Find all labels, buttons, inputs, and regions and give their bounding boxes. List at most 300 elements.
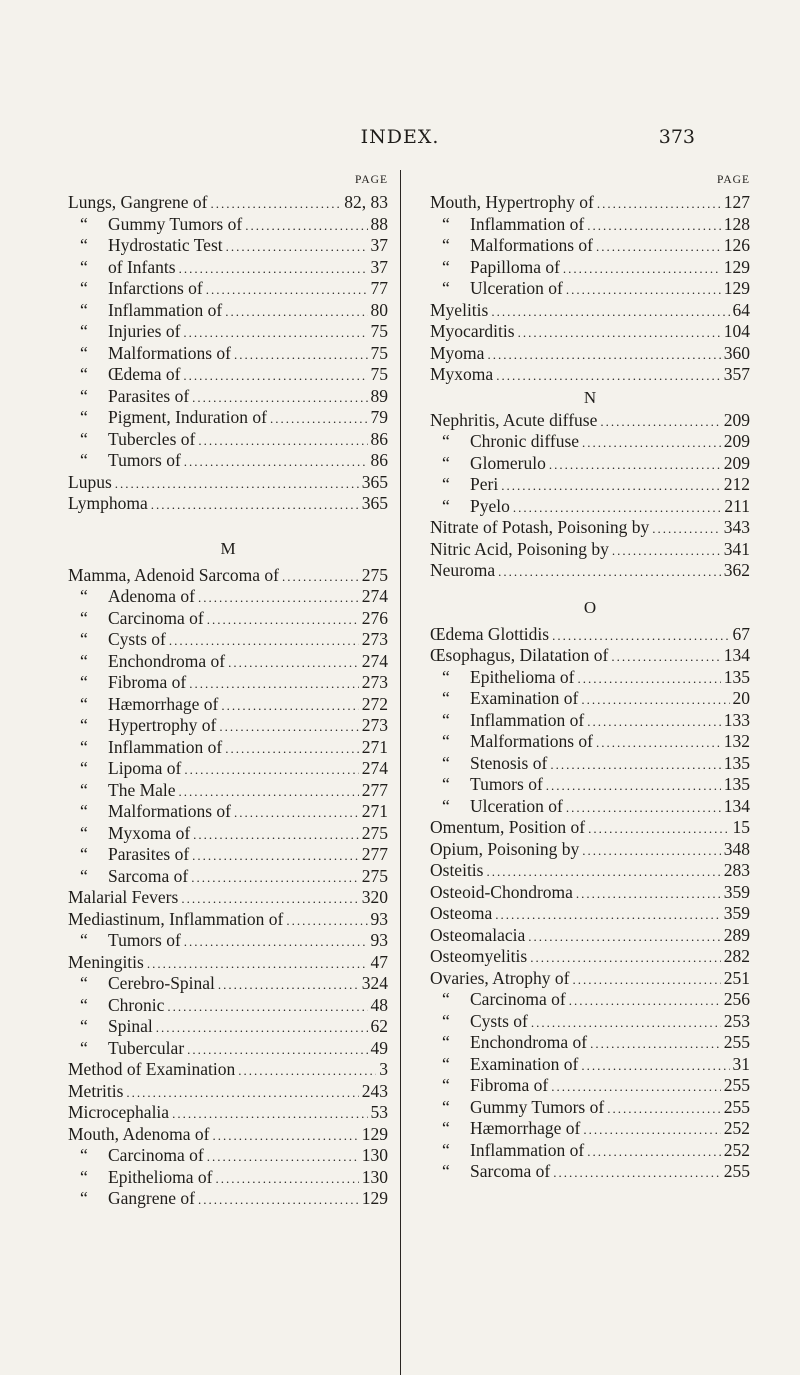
ditto-mark: “ xyxy=(442,752,450,773)
entry-text: Enchondroma of xyxy=(108,650,226,671)
entry-text: Examination of xyxy=(470,688,579,708)
section-letter-o: O xyxy=(583,597,597,617)
index-entry xyxy=(68,364,388,386)
ditto-mark: “ xyxy=(442,452,450,473)
entry-page: 365 xyxy=(361,471,388,492)
entry-page: 128 xyxy=(723,213,750,234)
entry-page: 360 xyxy=(723,342,750,363)
dot-leader xyxy=(576,883,721,905)
ditto-mark: “ xyxy=(80,1037,88,1058)
index-entry xyxy=(68,780,388,802)
entry-text: Meningitis xyxy=(68,951,144,972)
dot-leader xyxy=(582,840,720,862)
dot-leader xyxy=(184,759,358,781)
index-entry xyxy=(430,257,750,279)
index-group xyxy=(430,410,750,582)
entry-text: Nitric Acid, Poisoning by xyxy=(430,538,609,559)
index-entry xyxy=(430,496,750,518)
entry-text: Papilloma of xyxy=(470,256,560,277)
entry-page: 211 xyxy=(724,495,750,516)
index-entry xyxy=(430,1032,750,1054)
dot-leader xyxy=(234,802,359,824)
entry-page: 275 xyxy=(361,564,388,585)
dot-leader xyxy=(612,540,721,562)
index-entry xyxy=(430,989,750,1011)
dot-leader xyxy=(501,475,721,497)
entry-page: 75 xyxy=(370,364,388,384)
entry-text: Spinal xyxy=(108,1016,153,1036)
dot-leader xyxy=(207,1146,359,1168)
dot-leader xyxy=(588,818,729,840)
index-entry xyxy=(430,1140,750,1162)
index-entry xyxy=(68,472,388,494)
ditto-mark: “ xyxy=(442,1053,450,1074)
entry-text: Lipoma of xyxy=(108,758,182,778)
entry-page: 15 xyxy=(732,817,750,837)
index-entry xyxy=(68,1102,388,1124)
entry-page: 255 xyxy=(723,1096,750,1117)
entry-text: Fibroma of xyxy=(108,672,187,692)
dot-leader xyxy=(587,1141,721,1163)
index-entry xyxy=(430,946,750,968)
running-head xyxy=(0,126,800,152)
ditto-mark: “ xyxy=(80,1016,88,1036)
index-entry xyxy=(430,710,750,732)
index-entry xyxy=(68,214,388,236)
entry-text: Ulceration of xyxy=(470,278,563,298)
dot-leader xyxy=(221,695,358,717)
entry-text: Opium, Poisoning by xyxy=(430,838,580,859)
index-entry xyxy=(430,731,750,753)
entry-page: 130 xyxy=(361,1166,388,1187)
dot-leader xyxy=(179,781,359,803)
index-entry xyxy=(68,608,388,630)
dot-leader xyxy=(187,1039,367,1061)
entry-page: 64 xyxy=(732,299,750,320)
entry-text: Inflammation of xyxy=(470,213,585,234)
dot-leader xyxy=(583,1119,720,1141)
index-entry xyxy=(430,235,750,257)
entry-page: 3 xyxy=(379,1059,388,1079)
entry-text: Gangrene of xyxy=(108,1188,195,1208)
entry-text: Mediastinum, Inflammation of xyxy=(68,908,284,929)
entry-page: 362 xyxy=(723,560,750,580)
entry-text: Gummy Tumors of xyxy=(470,1096,605,1117)
entry-page: 80 xyxy=(370,299,388,320)
dot-leader xyxy=(282,566,359,588)
entry-page: 252 xyxy=(723,1118,750,1138)
index-entry xyxy=(430,753,750,775)
entry-text: Osteomalacia xyxy=(430,924,526,945)
entry-text: Pigment, Induration of xyxy=(108,407,267,427)
entry-text: Lupus xyxy=(68,471,112,492)
entry-text: Malformations of xyxy=(108,342,231,363)
index-entry xyxy=(68,386,388,408)
index-entry xyxy=(68,278,388,300)
entry-text: Malformations of xyxy=(108,801,231,821)
entry-page: 67 xyxy=(732,623,750,644)
dot-leader xyxy=(206,279,368,301)
index-entry xyxy=(430,431,750,453)
entry-page: 212 xyxy=(723,474,750,494)
entry-page: 277 xyxy=(361,779,388,800)
index-entry xyxy=(430,517,750,539)
section-letter-m: M xyxy=(220,538,236,558)
index-entry xyxy=(430,1118,750,1140)
ditto-mark: “ xyxy=(80,278,88,298)
entry-page: 255 xyxy=(723,1075,750,1095)
index-entry xyxy=(68,715,388,737)
entry-page: 77 xyxy=(370,278,388,298)
entry-page: 271 xyxy=(361,801,388,821)
entry-text: Carcinoma of xyxy=(108,607,204,628)
entry-page: 253 xyxy=(723,1010,750,1031)
entry-text: Glomerulo xyxy=(470,452,546,473)
index-entry xyxy=(68,866,388,888)
dot-leader xyxy=(611,646,720,668)
index-entry xyxy=(430,539,750,561)
entry-text: Metritis xyxy=(68,1080,124,1101)
index-entry xyxy=(68,694,388,716)
entry-text: of Infants xyxy=(108,256,176,277)
ditto-mark: “ xyxy=(80,865,88,886)
entry-text: Œdema of xyxy=(108,364,181,384)
entry-text: Hæmorrhage of xyxy=(470,1118,581,1138)
index-entry xyxy=(68,1145,388,1167)
entry-text: Chronic diffuse xyxy=(470,431,580,451)
index-entry xyxy=(430,1011,750,1033)
entry-page: 135 xyxy=(723,666,750,687)
ditto-mark: “ xyxy=(80,342,88,363)
ditto-mark: “ xyxy=(80,629,88,649)
index-entry xyxy=(430,453,750,475)
ditto-mark: “ xyxy=(80,1145,88,1165)
ditto-mark: “ xyxy=(80,364,88,384)
entry-text: Parasites of xyxy=(108,844,190,864)
dot-leader xyxy=(238,1060,376,1082)
dot-leader xyxy=(225,738,359,760)
entry-text: Malformations of xyxy=(470,731,593,751)
ditto-mark: “ xyxy=(80,235,88,255)
entry-text: Method of Examination xyxy=(68,1059,236,1079)
entry-text: Inflammation of xyxy=(470,1139,585,1160)
dot-leader xyxy=(156,1017,368,1039)
entry-page: 273 xyxy=(361,715,388,735)
entry-text: Inflammation of xyxy=(470,709,585,730)
ditto-mark: “ xyxy=(442,256,450,277)
dot-leader xyxy=(486,861,720,883)
entry-page: 273 xyxy=(361,629,388,649)
dot-leader xyxy=(549,454,721,476)
dot-leader xyxy=(581,689,729,711)
ditto-mark: “ xyxy=(442,1032,450,1052)
ditto-mark: “ xyxy=(80,607,88,628)
ditto-mark: “ xyxy=(80,801,88,821)
entry-page: 343 xyxy=(723,517,750,537)
index-entry xyxy=(68,737,388,759)
entry-text: Injuries of xyxy=(108,321,181,341)
index-entry xyxy=(68,586,388,608)
entry-text: Chronic xyxy=(108,994,165,1015)
index-entry xyxy=(430,817,750,839)
index-entry xyxy=(68,995,388,1017)
ditto-mark: “ xyxy=(80,693,88,714)
ditto-mark: “ xyxy=(80,844,88,864)
entry-text: Omentum, Position of xyxy=(430,817,586,837)
entry-page: 252 xyxy=(723,1139,750,1160)
index-entry xyxy=(68,887,388,909)
ditto-mark: “ xyxy=(442,731,450,751)
dot-leader xyxy=(115,473,359,495)
dot-leader xyxy=(184,451,368,473)
index-entry xyxy=(430,474,750,496)
entry-text: Osteoid-Chondroma xyxy=(430,881,573,902)
index-entry xyxy=(68,909,388,931)
entry-text: Myxoma of xyxy=(108,822,191,843)
ditto-mark: “ xyxy=(442,1010,450,1031)
ditto-mark: “ xyxy=(80,299,88,320)
entry-page: 275 xyxy=(361,822,388,843)
entry-page: 75 xyxy=(370,321,388,341)
index-entry xyxy=(68,235,388,257)
entry-text: Tumors of xyxy=(108,450,181,470)
dot-leader xyxy=(184,931,368,953)
dot-leader xyxy=(198,430,367,452)
ditto-mark: “ xyxy=(80,758,88,778)
index-entry xyxy=(430,300,750,322)
entry-page: 209 xyxy=(723,452,750,473)
entry-page: 37 xyxy=(370,235,388,255)
entry-page: 47 xyxy=(370,951,388,972)
ditto-mark: “ xyxy=(80,407,88,427)
dot-leader xyxy=(167,996,367,1018)
dot-leader xyxy=(270,408,368,430)
entry-page: 31 xyxy=(732,1053,750,1074)
ditto-mark: “ xyxy=(442,688,450,708)
dot-leader xyxy=(566,279,721,301)
dot-leader xyxy=(226,236,368,258)
entry-text: Ovaries, Atrophy of xyxy=(430,967,570,988)
ditto-mark: “ xyxy=(80,428,88,449)
entry-text: Tumors of xyxy=(108,930,181,950)
index-entry xyxy=(430,796,750,818)
entry-page: 37 xyxy=(370,256,388,277)
ditto-mark: “ xyxy=(442,774,450,794)
index-entry xyxy=(430,1054,750,1076)
index-entry xyxy=(68,1016,388,1038)
dot-leader xyxy=(169,630,359,652)
entry-text: Fibroma of xyxy=(470,1075,549,1095)
entry-page: 272 xyxy=(361,693,388,714)
entry-page: 357 xyxy=(723,364,750,384)
dot-leader xyxy=(597,193,721,215)
index-entry xyxy=(68,192,388,214)
dot-leader xyxy=(179,258,368,280)
ditto-mark: “ xyxy=(442,666,450,687)
entry-page: 129 xyxy=(723,278,750,298)
dot-leader xyxy=(487,344,720,366)
dot-leader xyxy=(578,668,721,690)
ditto-mark: “ xyxy=(80,973,88,993)
entry-text: Neuroma xyxy=(430,560,496,580)
ditto-mark: “ xyxy=(442,431,450,451)
entry-text: Lymphoma xyxy=(68,493,148,513)
ditto-mark: “ xyxy=(80,1188,88,1208)
index-entry xyxy=(68,1059,388,1081)
index-entry xyxy=(68,429,388,451)
entry-page: 129 xyxy=(361,1188,388,1208)
index-entry xyxy=(430,560,750,582)
entry-page: 93 xyxy=(370,930,388,950)
right-column xyxy=(430,174,750,1183)
dot-leader xyxy=(218,974,359,996)
index-entry xyxy=(68,973,388,995)
dot-leader xyxy=(552,625,729,647)
entry-text: Epithelioma of xyxy=(108,1166,213,1187)
ditto-mark: “ xyxy=(442,1096,450,1117)
ditto-mark: “ xyxy=(80,930,88,950)
ditto-mark: “ xyxy=(80,450,88,470)
entry-text: Myelitis xyxy=(430,299,489,320)
index-entry xyxy=(430,624,750,646)
dot-leader xyxy=(147,953,368,975)
dot-leader xyxy=(546,775,721,797)
dot-leader xyxy=(210,193,341,215)
entry-page: 275 xyxy=(361,865,388,886)
ditto-mark: “ xyxy=(80,213,88,234)
dot-leader xyxy=(225,301,367,323)
entry-text: Carcinoma of xyxy=(470,989,566,1009)
entry-page: 277 xyxy=(361,844,388,864)
entry-page: 86 xyxy=(370,428,388,449)
entry-text: Parasites of xyxy=(108,385,190,406)
entry-page: 256 xyxy=(723,989,750,1009)
dot-leader xyxy=(192,387,367,409)
index-entry xyxy=(68,450,388,472)
dot-leader xyxy=(198,587,359,609)
dot-leader xyxy=(596,732,721,754)
entry-text: Mamma, Adenoid Sarcoma of xyxy=(68,564,279,585)
index-entry xyxy=(430,860,750,882)
entry-text: Nephritis, Acute diffuse xyxy=(430,409,598,430)
page-title: INDEX. xyxy=(360,126,440,148)
index-entry xyxy=(430,278,750,300)
entry-text: Pyelo xyxy=(470,495,510,516)
entry-page: 93 xyxy=(370,908,388,929)
entry-text: Infarctions of xyxy=(108,278,203,298)
index-entry xyxy=(430,192,750,214)
entry-text: Mouth, Hypertrophy of xyxy=(430,192,594,212)
entry-page: 126 xyxy=(723,235,750,255)
ditto-mark: “ xyxy=(442,495,450,516)
dot-leader xyxy=(528,926,721,948)
dot-leader xyxy=(183,322,367,344)
entry-text: Inflammation of xyxy=(108,736,223,757)
entry-page: 127 xyxy=(723,192,750,212)
entry-text: Cysts of xyxy=(108,629,166,649)
ditto-mark: “ xyxy=(80,736,88,757)
dot-leader xyxy=(553,1162,721,1184)
dot-leader xyxy=(530,947,721,969)
index-entry xyxy=(68,651,388,673)
dot-leader xyxy=(183,365,367,387)
dot-leader xyxy=(590,1033,721,1055)
dot-leader xyxy=(192,845,359,867)
entry-page: 365 xyxy=(361,493,388,513)
ditto-mark: “ xyxy=(442,1118,450,1138)
entry-text: Lungs, Gangrene of xyxy=(68,192,208,212)
entry-text: Gummy Tumors of xyxy=(108,213,243,234)
ditto-mark: “ xyxy=(80,321,88,341)
entry-text: Cerebro-Spinal xyxy=(108,973,215,993)
entry-text: Peri xyxy=(470,474,499,494)
dot-leader xyxy=(286,910,367,932)
dot-leader xyxy=(126,1082,358,1104)
dot-leader xyxy=(518,322,721,344)
entry-text: Sarcoma of xyxy=(470,1161,551,1181)
index-entry xyxy=(68,321,388,343)
entry-page: 274 xyxy=(361,586,388,606)
index-entry xyxy=(430,882,750,904)
entry-text: Microcephalia xyxy=(68,1102,170,1122)
entry-page: 62 xyxy=(370,1016,388,1036)
ditto-mark: “ xyxy=(442,1161,450,1181)
index-entry xyxy=(68,801,388,823)
index-entry xyxy=(68,1124,388,1146)
entry-page: 341 xyxy=(723,538,750,559)
entry-page: 129 xyxy=(723,256,750,277)
dot-leader xyxy=(573,969,721,991)
index-entry xyxy=(68,823,388,845)
index-group xyxy=(68,192,388,515)
index-entry xyxy=(430,343,750,365)
ditto-mark: “ xyxy=(442,278,450,298)
dot-leader xyxy=(228,652,359,674)
entry-text: Inflammation of xyxy=(108,299,223,320)
entry-page: 75 xyxy=(370,342,388,363)
entry-page: 274 xyxy=(361,650,388,671)
dot-leader xyxy=(566,797,721,819)
entry-text: Examination of xyxy=(470,1053,579,1074)
ditto-mark: “ xyxy=(442,474,450,494)
entry-page: 53 xyxy=(370,1102,388,1122)
index-entry xyxy=(68,565,388,587)
index-entry xyxy=(68,493,388,515)
index-entry xyxy=(430,1161,750,1183)
page-column-label: PAGE xyxy=(355,174,388,186)
entry-page: 348 xyxy=(723,838,750,859)
entry-page: 359 xyxy=(723,881,750,902)
index-entry xyxy=(430,968,750,990)
entry-page: 104 xyxy=(723,321,750,341)
entry-page: 243 xyxy=(361,1080,388,1101)
index-entry xyxy=(430,774,750,796)
entry-page: 283 xyxy=(723,860,750,880)
dot-leader xyxy=(531,1012,721,1034)
column-divider xyxy=(400,170,401,1375)
entry-page: 271 xyxy=(361,736,388,757)
entry-page: 282 xyxy=(723,946,750,966)
dot-leader xyxy=(550,754,720,776)
index-entry xyxy=(430,667,750,689)
dot-leader xyxy=(498,561,721,583)
index-entry xyxy=(68,1167,388,1189)
entry-page: 274 xyxy=(361,758,388,778)
index-entry xyxy=(430,839,750,861)
entry-page: 89 xyxy=(370,385,388,406)
entry-text: Epithelioma of xyxy=(470,666,575,687)
dot-leader xyxy=(596,236,721,258)
